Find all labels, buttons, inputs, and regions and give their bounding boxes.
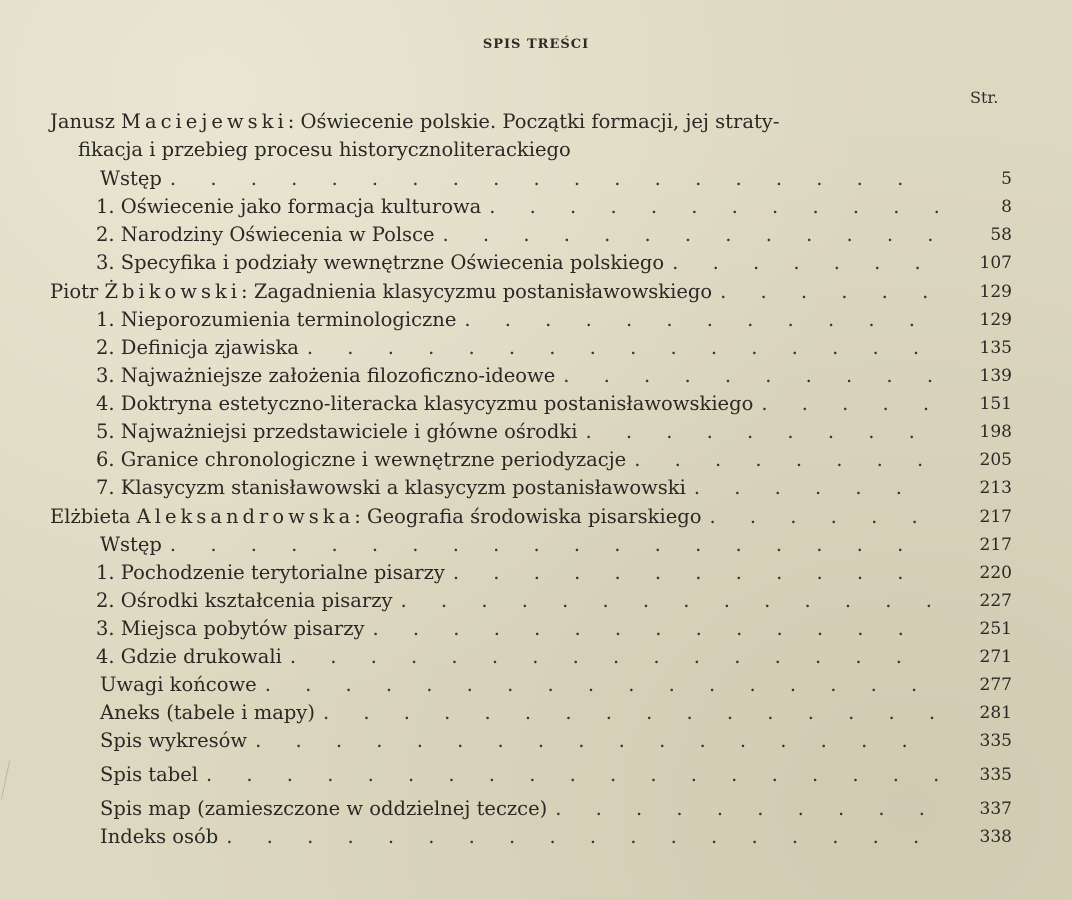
toc-entry [0,193,1072,221]
dot-leader [626,446,938,474]
entry-label: 2. Narodziny Oświecenia w Polsce [96,223,435,246]
dot-leader [577,418,938,446]
section-heading-3 [0,503,1072,531]
entry-page-number: 8 [1001,197,1012,217]
entry-label: 3. Specyfika i podziały wewnętrzne Oświecenia polskiego [96,251,665,274]
entry-page-number: 151 [979,394,1012,414]
entry-page-number: 217 [979,535,1012,555]
entry-label: Wstęp [100,533,162,556]
dot-leader [299,334,938,362]
entry-page-number: 135 [979,338,1012,358]
entry-label: 5. Najważniejsi przedstawiciele i główne ośrodki [96,420,578,443]
toc-entry [0,334,1072,362]
toc-entry [0,559,1072,587]
entry-page-number: 217 [979,507,1012,527]
toc-entry [0,671,1072,699]
toc-entry [0,761,1072,789]
toc-entry [0,249,1072,277]
dot-leader [547,795,938,823]
page-title: SPIS TREŚCI [482,37,590,52]
dot-leader [712,278,938,306]
author-first-name: Piotr [50,280,99,303]
dot-leader [393,587,938,615]
entry-page-number: 271 [979,647,1012,667]
entry-page-number: 5 [1001,169,1012,189]
entry-page-number: 281 [979,703,1012,723]
entry-page-number: 213 [979,478,1012,498]
author-first-name: Elżbieta [50,505,131,528]
toc-entry [0,165,1072,193]
dot-leader [701,503,938,531]
entry-page-number: 251 [979,619,1012,639]
entry-label: Uwagi końcowe [100,673,257,696]
entry-page-number: 338 [979,827,1012,847]
dot-leader [315,699,938,727]
dot-leader [664,249,938,277]
entry-label: Aneks (tabele i mapy) [100,701,315,724]
entry-page-number: 227 [979,591,1012,611]
entry-page-number: 58 [990,225,1012,245]
toc-entry [0,643,1072,671]
entry-label: Spis tabel [100,763,199,786]
entry-label: 1. Nieporozumienia terminologiczne [96,308,457,331]
toc-entry [0,823,1072,851]
dot-leader [282,643,938,671]
entry-label: 3. Miejsca pobytów pisarzy [96,617,365,640]
entry-page-number: 129 [979,282,1012,302]
work-title: : Zagadnienia klasycyzmu postanisławowskiego [241,280,713,303]
entry-label: 2. Ośrodki kształcenia pisarzy [96,589,393,612]
toc-entry [0,221,1072,249]
page-column-label: Str. [970,88,999,107]
entry-label: Indeks osób [100,825,219,848]
toc-entry [0,531,1072,559]
entry-page-number: 220 [979,563,1012,583]
dot-leader [435,221,938,249]
dot-leader [481,193,938,221]
toc-entry [0,362,1072,390]
entry-page-number: 107 [979,253,1012,273]
entry-label: Wstęp [100,167,162,190]
entry-label: 1. Oświecenie jako formacja kulturowa [96,195,482,218]
toc-entry [0,446,1072,474]
entry-label: Spis wykresów [100,729,248,752]
toc-entry [0,474,1072,502]
entry-label: 7. Klasycyzm stanisławowski a klasycyzm postanisławowski [96,476,686,499]
entry-page-number: 139 [979,366,1012,386]
toc-entry [0,418,1072,446]
section-heading-2 [0,278,1072,306]
entry-label: 6. Granice chronologiczne i wewnętrzne periodyzacje [96,448,627,471]
author-last-name: Aleksandrowska [136,505,355,528]
entry-page-number: 277 [979,675,1012,695]
entry-label: 3. Najważniejsze założenia filozoficzno-ideowe [96,364,556,387]
entry-page-number: 335 [979,731,1012,751]
work-title: : Geografia środowiska pisarskiego [354,505,702,528]
entry-page-number: 198 [979,422,1012,442]
dot-leader [257,671,938,699]
dot-leader [456,306,938,334]
dot-leader [162,165,938,193]
toc-entry [0,306,1072,334]
entry-label: 1. Pochodzenie terytorialne pisarzy [96,561,445,584]
entry-label: 2. Definicja zjawiska [96,336,299,359]
toc-entry [0,795,1072,823]
toc-entry [0,727,1072,755]
toc-entry [0,587,1072,615]
author-last-name: Żbikowski [104,280,242,303]
work-title-continued: fikacja i przebieg procesu historycznoliterackiego [78,138,571,161]
dot-leader [686,474,938,502]
toc-entry [0,699,1072,727]
entry-label: 4. Doktryna estetyczno-literacka klasycyzmu postanisławowskiego [96,392,754,415]
dot-leader [162,531,938,559]
entry-page-number: 335 [979,765,1012,785]
entry-label: 4. Gdzie drukowali [96,645,282,668]
entry-page-number: 205 [979,450,1012,470]
entry-page-number: 129 [979,310,1012,330]
section-heading-1-line2 [78,136,571,164]
dot-leader [555,362,938,390]
work-title: : Oświecenie polskie. Początki formacji, jej straty- [287,110,780,133]
entry-page-number: 337 [979,799,1012,819]
toc-entry [0,615,1072,643]
toc-entry [0,390,1072,418]
section-heading-1-line1 [50,108,779,136]
dot-leader [218,823,938,851]
dot-leader [247,727,938,755]
dot-leader [365,615,939,643]
dot-leader [753,390,938,418]
dot-leader [445,559,938,587]
dot-leader [198,761,938,789]
author-last-name: Maciejewski [121,110,288,133]
author-first-name: Janusz [50,110,115,133]
entry-label: Spis map (zamieszczone w oddzielnej teczce) [100,797,548,820]
